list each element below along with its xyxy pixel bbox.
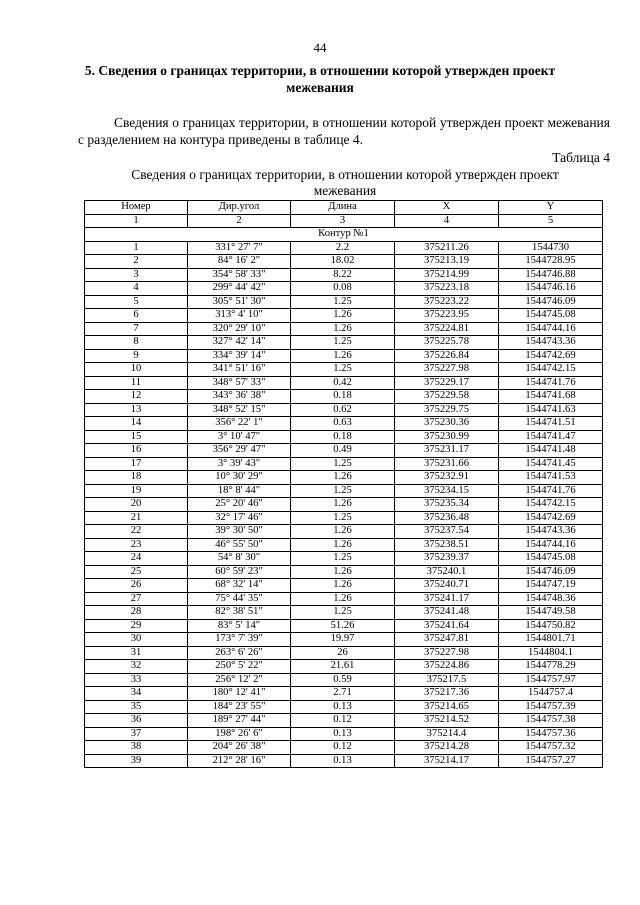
- table-row: [85, 525, 603, 539]
- direction-angle-cell: 173° 7' 39": [188, 633, 291, 647]
- column-number-cell: 5: [499, 214, 603, 228]
- direction-angle-cell: 184° 23' 55": [188, 700, 291, 714]
- point-number-cell: 37: [85, 727, 188, 741]
- x-cell: 375223.95: [395, 309, 499, 323]
- length-cell: 0.12: [291, 714, 395, 728]
- length-cell: 1.25: [291, 511, 395, 525]
- length-cell: 1.26: [291, 565, 395, 579]
- table-column-number-row: [85, 214, 603, 228]
- y-cell: 1544743.36: [499, 336, 603, 350]
- length-cell: 2.2: [291, 241, 395, 255]
- y-cell: 1544741.53: [499, 471, 603, 485]
- table-row: [85, 457, 603, 471]
- table-row: [85, 538, 603, 552]
- x-cell: 375229.17: [395, 376, 499, 390]
- x-cell: 375214.99: [395, 268, 499, 282]
- length-cell: 1.26: [291, 538, 395, 552]
- table-row: [85, 511, 603, 525]
- direction-angle-cell: 334° 39' 14": [188, 349, 291, 363]
- x-cell: 375227.98: [395, 363, 499, 377]
- point-number-cell: 35: [85, 700, 188, 714]
- length-cell: 1.25: [291, 363, 395, 377]
- direction-angle-cell: 75° 44' 35": [188, 592, 291, 606]
- y-cell: 1544741.76: [499, 376, 603, 390]
- length-cell: 1.25: [291, 336, 395, 350]
- point-number-cell: 31: [85, 646, 188, 660]
- y-cell: 1544757.36: [499, 727, 603, 741]
- table-row: [85, 349, 603, 363]
- table-row: [85, 646, 603, 660]
- header-cell: Y: [499, 201, 603, 215]
- point-number-cell: 14: [85, 417, 188, 431]
- x-cell: 375223.18: [395, 282, 499, 296]
- x-cell: 375214.4: [395, 727, 499, 741]
- direction-angle-cell: 327° 42' 14": [188, 336, 291, 350]
- direction-angle-cell: 343° 36' 38": [188, 390, 291, 404]
- x-cell: 375224.86: [395, 660, 499, 674]
- x-cell: 375224.81: [395, 322, 499, 336]
- boundary-coordinates-table: [84, 200, 603, 768]
- point-number-cell: 11: [85, 376, 188, 390]
- length-cell: 26: [291, 646, 395, 660]
- table-row: [85, 687, 603, 701]
- direction-angle-cell: 180° 12' 41": [188, 687, 291, 701]
- table-row: [85, 673, 603, 687]
- table-row: [85, 336, 603, 350]
- direction-angle-cell: 204° 26' 38": [188, 741, 291, 755]
- x-cell: 375214.65: [395, 700, 499, 714]
- length-cell: 2.71: [291, 687, 395, 701]
- point-number-cell: 15: [85, 430, 188, 444]
- x-cell: 375213.19: [395, 255, 499, 269]
- x-cell: 375236.48: [395, 511, 499, 525]
- point-number-cell: 17: [85, 457, 188, 471]
- length-cell: 19.97: [291, 633, 395, 647]
- direction-angle-cell: 46° 55' 50": [188, 538, 291, 552]
- x-cell: 375241.48: [395, 606, 499, 620]
- table-row: [85, 484, 603, 498]
- y-cell: 1544742.15: [499, 363, 603, 377]
- y-cell: 1544749.58: [499, 606, 603, 620]
- section-row: [85, 228, 603, 242]
- header-cell: Номер: [85, 201, 188, 215]
- point-number-cell: 8: [85, 336, 188, 350]
- y-cell: 1544730: [499, 241, 603, 255]
- table-row: [85, 741, 603, 755]
- direction-angle-cell: 68° 32' 14": [188, 579, 291, 593]
- table-row: [85, 417, 603, 431]
- length-cell: 1.25: [291, 606, 395, 620]
- y-cell: 1544746.16: [499, 282, 603, 296]
- point-number-cell: 27: [85, 592, 188, 606]
- table-row: [85, 241, 603, 255]
- x-cell: 375247.81: [395, 633, 499, 647]
- length-cell: 1.25: [291, 484, 395, 498]
- point-number-cell: 28: [85, 606, 188, 620]
- length-cell: 0.42: [291, 376, 395, 390]
- x-cell: 375232.91: [395, 471, 499, 485]
- y-cell: 1544744.16: [499, 322, 603, 336]
- direction-angle-cell: 3° 10' 47": [188, 430, 291, 444]
- table-row: [85, 268, 603, 282]
- x-cell: 375231.66: [395, 457, 499, 471]
- table-row: [85, 390, 603, 404]
- point-number-cell: 22: [85, 525, 188, 539]
- x-cell: 375214.52: [395, 714, 499, 728]
- point-number-cell: 23: [85, 538, 188, 552]
- y-cell: 1544757.4: [499, 687, 603, 701]
- length-cell: 0.18: [291, 430, 395, 444]
- table-row: [85, 714, 603, 728]
- length-cell: 0.59: [291, 673, 395, 687]
- length-cell: 1.25: [291, 295, 395, 309]
- y-cell: 1544746.88: [499, 268, 603, 282]
- direction-angle-cell: 313° 4' 10": [188, 309, 291, 323]
- length-cell: 1.26: [291, 322, 395, 336]
- point-number-cell: 30: [85, 633, 188, 647]
- table-number: Таблица 4: [552, 150, 610, 165]
- length-cell: 0.13: [291, 754, 395, 768]
- table-row: [85, 660, 603, 674]
- table-row: [85, 430, 603, 444]
- direction-angle-cell: 348° 57' 33": [188, 376, 291, 390]
- length-cell: 1.26: [291, 309, 395, 323]
- point-number-cell: 36: [85, 714, 188, 728]
- y-cell: 1544748.36: [499, 592, 603, 606]
- point-number-cell: 12: [85, 390, 188, 404]
- length-cell: 0.49: [291, 444, 395, 458]
- direction-angle-cell: 356° 22' 1": [188, 417, 291, 431]
- intro-paragraph-text: Сведения о границах территории, в отношении которой утвержден проект межевания с разделением на контура приведены в таблице 4.: [78, 115, 610, 147]
- x-cell: 375235.34: [395, 498, 499, 512]
- direction-angle-cell: 18° 8' 44": [188, 484, 291, 498]
- column-number-cell: 3: [291, 214, 395, 228]
- table-row: [85, 606, 603, 620]
- point-number-cell: 4: [85, 282, 188, 296]
- point-number-cell: 33: [85, 673, 188, 687]
- direction-angle-cell: 60° 59' 23": [188, 565, 291, 579]
- length-cell: 1.26: [291, 349, 395, 363]
- x-cell: 375240.1: [395, 565, 499, 579]
- y-cell: 1544778.29: [499, 660, 603, 674]
- x-cell: 375234.15: [395, 484, 499, 498]
- direction-angle-cell: 10° 30' 29": [188, 471, 291, 485]
- y-cell: 1544742.69: [499, 511, 603, 525]
- x-cell: 375230.36: [395, 417, 499, 431]
- direction-angle-cell: 83° 5' 14": [188, 619, 291, 633]
- direction-angle-cell: 356° 29' 47": [188, 444, 291, 458]
- y-cell: 1544741.63: [499, 403, 603, 417]
- table-row: [85, 727, 603, 741]
- y-cell: 1544757.32: [499, 741, 603, 755]
- direction-angle-cell: 348° 52' 15": [188, 403, 291, 417]
- y-cell: 1544743.36: [499, 525, 603, 539]
- direction-angle-cell: 341° 51' 16": [188, 363, 291, 377]
- length-cell: 0.63: [291, 417, 395, 431]
- length-cell: 18.02: [291, 255, 395, 269]
- direction-angle-cell: 189° 27' 44": [188, 714, 291, 728]
- contour-label: Контур №1: [85, 228, 603, 242]
- y-cell: 1544801.71: [499, 633, 603, 647]
- point-number-cell: 2: [85, 255, 188, 269]
- y-cell: 1544746.09: [499, 295, 603, 309]
- table-row: [85, 700, 603, 714]
- table-row: [85, 403, 603, 417]
- point-number-cell: 13: [85, 403, 188, 417]
- x-cell: 375227.98: [395, 646, 499, 660]
- table-row: [85, 498, 603, 512]
- length-cell: 1.26: [291, 579, 395, 593]
- x-cell: 375214.17: [395, 754, 499, 768]
- y-cell: 1544742.15: [499, 498, 603, 512]
- x-cell: 375241.17: [395, 592, 499, 606]
- point-number-cell: 7: [85, 322, 188, 336]
- x-cell: 375229.75: [395, 403, 499, 417]
- length-cell: 1.25: [291, 552, 395, 566]
- table-row: [85, 619, 603, 633]
- direction-angle-cell: 3° 39' 43": [188, 457, 291, 471]
- direction-angle-cell: 82° 38' 51": [188, 606, 291, 620]
- length-cell: 0.12: [291, 741, 395, 755]
- length-cell: 1.25: [291, 457, 395, 471]
- table-row: [85, 255, 603, 269]
- direction-angle-cell: 198° 26' 6": [188, 727, 291, 741]
- y-cell: 1544741.76: [499, 484, 603, 498]
- length-cell: 0.13: [291, 727, 395, 741]
- point-number-cell: 21: [85, 511, 188, 525]
- x-cell: 375217.36: [395, 687, 499, 701]
- y-cell: 1544757.97: [499, 673, 603, 687]
- table-row: [85, 754, 603, 768]
- y-cell: 1544741.45: [499, 457, 603, 471]
- direction-angle-cell: 320° 29' 10": [188, 322, 291, 336]
- direction-angle-cell: 32° 17' 46": [188, 511, 291, 525]
- y-cell: 1544745.08: [499, 309, 603, 323]
- point-number-cell: 32: [85, 660, 188, 674]
- point-number-cell: 24: [85, 552, 188, 566]
- point-number-cell: 39: [85, 754, 188, 768]
- point-number-cell: 6: [85, 309, 188, 323]
- table-row: [85, 282, 603, 296]
- table-row: [85, 579, 603, 593]
- point-number-cell: 3: [85, 268, 188, 282]
- direction-angle-cell: 299° 44' 42": [188, 282, 291, 296]
- table-row: [85, 633, 603, 647]
- y-cell: 1544741.68: [499, 390, 603, 404]
- x-cell: 375217.5: [395, 673, 499, 687]
- x-cell: 375237.54: [395, 525, 499, 539]
- point-number-cell: 26: [85, 579, 188, 593]
- intro-paragraph: [78, 114, 610, 148]
- length-cell: 0.08: [291, 282, 395, 296]
- point-number-cell: 20: [85, 498, 188, 512]
- table-row: [85, 363, 603, 377]
- direction-angle-cell: 54° 8' 30": [188, 552, 291, 566]
- header-cell: Дир.угол: [188, 201, 291, 215]
- header-cell: X: [395, 201, 499, 215]
- point-number-cell: 18: [85, 471, 188, 485]
- x-cell: 375241.64: [395, 619, 499, 633]
- length-cell: 0.13: [291, 700, 395, 714]
- y-cell: 1544742.69: [499, 349, 603, 363]
- x-cell: 375226.84: [395, 349, 499, 363]
- y-cell: 1544741.47: [499, 430, 603, 444]
- length-cell: 1.26: [291, 498, 395, 512]
- y-cell: 1544757.39: [499, 700, 603, 714]
- table-row: [85, 471, 603, 485]
- y-cell: 1544745.08: [499, 552, 603, 566]
- direction-angle-cell: 263° 6' 26": [188, 646, 291, 660]
- point-number-cell: 34: [85, 687, 188, 701]
- point-number-cell: 16: [85, 444, 188, 458]
- y-cell: 1544750.82: [499, 619, 603, 633]
- table-header-row: [85, 201, 603, 215]
- x-cell: 375211.26: [395, 241, 499, 255]
- y-cell: 1544741.48: [499, 444, 603, 458]
- point-number-cell: 25: [85, 565, 188, 579]
- x-cell: 375229.58: [395, 390, 499, 404]
- x-cell: 375214.28: [395, 741, 499, 755]
- table-caption: Сведения о границах территории, в отношении которой утвержден проект межевания: [131, 167, 559, 198]
- table-row: [85, 295, 603, 309]
- y-cell: 1544728.95: [499, 255, 603, 269]
- y-cell: 1544757.27: [499, 754, 603, 768]
- point-number-cell: 10: [85, 363, 188, 377]
- x-cell: 375223.22: [395, 295, 499, 309]
- direction-angle-cell: 331° 27' 7": [188, 241, 291, 255]
- point-number-cell: 19: [85, 484, 188, 498]
- column-number-cell: 2: [188, 214, 291, 228]
- table-row: [85, 322, 603, 336]
- table-body: [85, 241, 603, 768]
- direction-angle-cell: 212° 28' 16": [188, 754, 291, 768]
- x-cell: 375231.17: [395, 444, 499, 458]
- y-cell: 1544804.1: [499, 646, 603, 660]
- direction-angle-cell: 25° 20' 46": [188, 498, 291, 512]
- length-cell: 1.26: [291, 592, 395, 606]
- table-row: [85, 309, 603, 323]
- y-cell: 1544757.38: [499, 714, 603, 728]
- x-cell: 375230.99: [395, 430, 499, 444]
- length-cell: 21.61: [291, 660, 395, 674]
- point-number-cell: 5: [85, 295, 188, 309]
- column-number-cell: 1: [85, 214, 188, 228]
- x-cell: 375239.37: [395, 552, 499, 566]
- table-row: [85, 592, 603, 606]
- length-cell: 51.26: [291, 619, 395, 633]
- length-cell: 0.62: [291, 403, 395, 417]
- table-row: [85, 565, 603, 579]
- column-number-cell: 4: [395, 214, 499, 228]
- y-cell: 1544744.16: [499, 538, 603, 552]
- x-cell: 375225.78: [395, 336, 499, 350]
- x-cell: 375238.51: [395, 538, 499, 552]
- direction-angle-cell: 39° 30' 50": [188, 525, 291, 539]
- length-cell: 1.26: [291, 471, 395, 485]
- y-cell: 1544741.51: [499, 417, 603, 431]
- length-cell: 0.18: [291, 390, 395, 404]
- direction-angle-cell: 84° 16' 2": [188, 255, 291, 269]
- y-cell: 1544746.09: [499, 565, 603, 579]
- point-number-cell: 29: [85, 619, 188, 633]
- table-row: [85, 444, 603, 458]
- table-row: [85, 552, 603, 566]
- point-number-cell: 38: [85, 741, 188, 755]
- direction-angle-cell: 354° 58' 33": [188, 268, 291, 282]
- point-number-cell: 1: [85, 241, 188, 255]
- direction-angle-cell: 305° 51' 30": [188, 295, 291, 309]
- page-number: 44: [313, 40, 327, 55]
- x-cell: 375240.71: [395, 579, 499, 593]
- table-row: [85, 376, 603, 390]
- y-cell: 1544747.19: [499, 579, 603, 593]
- direction-angle-cell: 250° 5' 22": [188, 660, 291, 674]
- point-number-cell: 9: [85, 349, 188, 363]
- direction-angle-cell: 256° 12' 2": [188, 673, 291, 687]
- length-cell: 8.22: [291, 268, 395, 282]
- header-cell: Длина: [291, 201, 395, 215]
- length-cell: 1.26: [291, 525, 395, 539]
- section-heading: 5. Сведения о границах территории, в отношении которой утвержден проект межевания: [84, 63, 556, 95]
